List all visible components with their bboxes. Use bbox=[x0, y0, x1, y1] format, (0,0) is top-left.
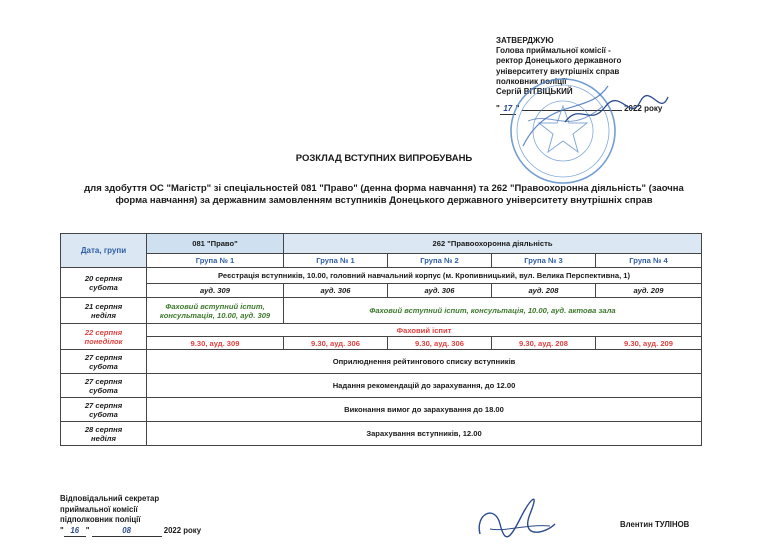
date-cell: 20 серпня субота bbox=[61, 268, 147, 298]
date-cell: 22 серпня понеділок bbox=[61, 324, 147, 350]
table-row bbox=[61, 268, 702, 284]
secretary-month: 08 bbox=[92, 526, 162, 538]
secretary-line-1: Відповідальний секретар bbox=[60, 494, 160, 503]
secretary-date: " 16 " 08 2022 року bbox=[60, 526, 201, 538]
exam-consultation-cell: Фаховий вступний іспит, консультація, 10.00, ауд. 309 bbox=[147, 298, 284, 324]
exam-cell: Фаховий іспит bbox=[147, 324, 702, 337]
approval-line-4: полковник поліції bbox=[496, 76, 567, 86]
group-cell: Група № 4 bbox=[596, 254, 702, 268]
group-cell: Група № 3 bbox=[492, 254, 596, 268]
secretary-signature bbox=[470, 484, 560, 548]
group-cell: Група № 1 bbox=[284, 254, 388, 268]
table-row bbox=[61, 298, 702, 324]
table-row bbox=[61, 337, 702, 350]
table-row bbox=[61, 398, 702, 422]
secretary-line-3: підполковник поліції bbox=[60, 515, 141, 524]
date-cell: 27 серпня субота bbox=[61, 398, 147, 422]
secretary-block bbox=[60, 494, 201, 537]
table-row bbox=[61, 374, 702, 398]
approval-year: 2022 року bbox=[624, 104, 663, 114]
exam-time-cell: 9.30, ауд. 209 bbox=[596, 337, 702, 350]
exam-time-cell: 9.30, ауд. 306 bbox=[284, 337, 388, 350]
event-cell: Надання рекомендацій до зарахування, до 12.00 bbox=[147, 374, 702, 398]
exam-time-cell: 9.30, ауд. 208 bbox=[492, 337, 596, 350]
approval-line-3: університету внутрішніх справ bbox=[496, 66, 620, 76]
registration-cell: Реєстрація вступників, 10.00, головний навчальний корпус (м. Кропивницький, вул. Велика Перспективна, 1) bbox=[147, 268, 702, 284]
room-cell: ауд. 306 bbox=[388, 284, 492, 298]
secretary-day: 16 bbox=[64, 526, 86, 538]
table-row bbox=[61, 324, 702, 337]
group-cell: Група № 1 bbox=[147, 254, 284, 268]
event-cell: Оприлюднення рейтингового списку вступників bbox=[147, 350, 702, 374]
exam-time-cell: 9.30, ауд. 306 bbox=[388, 337, 492, 350]
approval-line-1: Голова приймальної комісії - bbox=[496, 46, 611, 56]
table-row bbox=[61, 234, 702, 254]
table-row bbox=[61, 422, 702, 446]
approval-header: ЗАТВЕРДЖУЮ bbox=[496, 36, 554, 45]
date-cell: 27 серпня субота bbox=[61, 350, 147, 374]
date-cell: 27 серпня субота bbox=[61, 374, 147, 398]
room-cell: ауд. 309 bbox=[147, 284, 284, 298]
secretary-year: 2022 року bbox=[163, 525, 202, 535]
secretary-line-2: приймальної комісії bbox=[60, 504, 138, 514]
table-row bbox=[61, 284, 702, 298]
approval-day: 17 bbox=[500, 104, 516, 115]
schedule-table bbox=[60, 233, 702, 446]
document-subtitle: для здобуття ОС "Магістр" зі спеціальностей 081 "Право" (денна форма навчання) та 262 "Правоохоронна діяльність" (заочна форма навчання) за державним замовленням вступників Донецького державного університету внутрішніх справ bbox=[84, 183, 684, 206]
event-cell: Зарахування вступників, 12.00 bbox=[147, 422, 702, 446]
rector-signature bbox=[560, 92, 670, 132]
approval-date: " 17 " 2022 року bbox=[496, 104, 676, 115]
exam-consultation-cell: Фаховий вступний іспит, консультація, 10.00, ауд. актова зала bbox=[284, 298, 702, 324]
table-row bbox=[61, 254, 702, 268]
room-cell: ауд. 209 bbox=[596, 284, 702, 298]
date-cell: 28 серпня неділя bbox=[61, 422, 147, 446]
signer-name: Влентин ТУЛІНОВ bbox=[620, 520, 690, 529]
room-cell: ауд. 208 bbox=[492, 284, 596, 298]
date-column-header: Дата, групи bbox=[61, 234, 147, 268]
exam-time-cell: 9.30, ауд. 309 bbox=[147, 337, 284, 350]
date-cell: 21 серпня неділя bbox=[61, 298, 147, 324]
approval-line-2: ректор Донецького державного bbox=[496, 56, 622, 66]
spec-262-header: 262 "Правоохоронна діяльність bbox=[284, 234, 702, 254]
approval-name: Сергій ВІТВІЦЬКИЙ bbox=[496, 87, 573, 97]
document-title: РОЗКЛАД ВСТУПНИХ ВИПРОБУВАНЬ bbox=[295, 153, 473, 164]
room-cell: ауд. 306 bbox=[284, 284, 388, 298]
event-cell: Виконання вимог до зарахування до 18.00 bbox=[147, 398, 702, 422]
group-cell: Група № 2 bbox=[388, 254, 492, 268]
spec-081-header: 081 "Право" bbox=[147, 234, 284, 254]
table-row bbox=[61, 350, 702, 374]
